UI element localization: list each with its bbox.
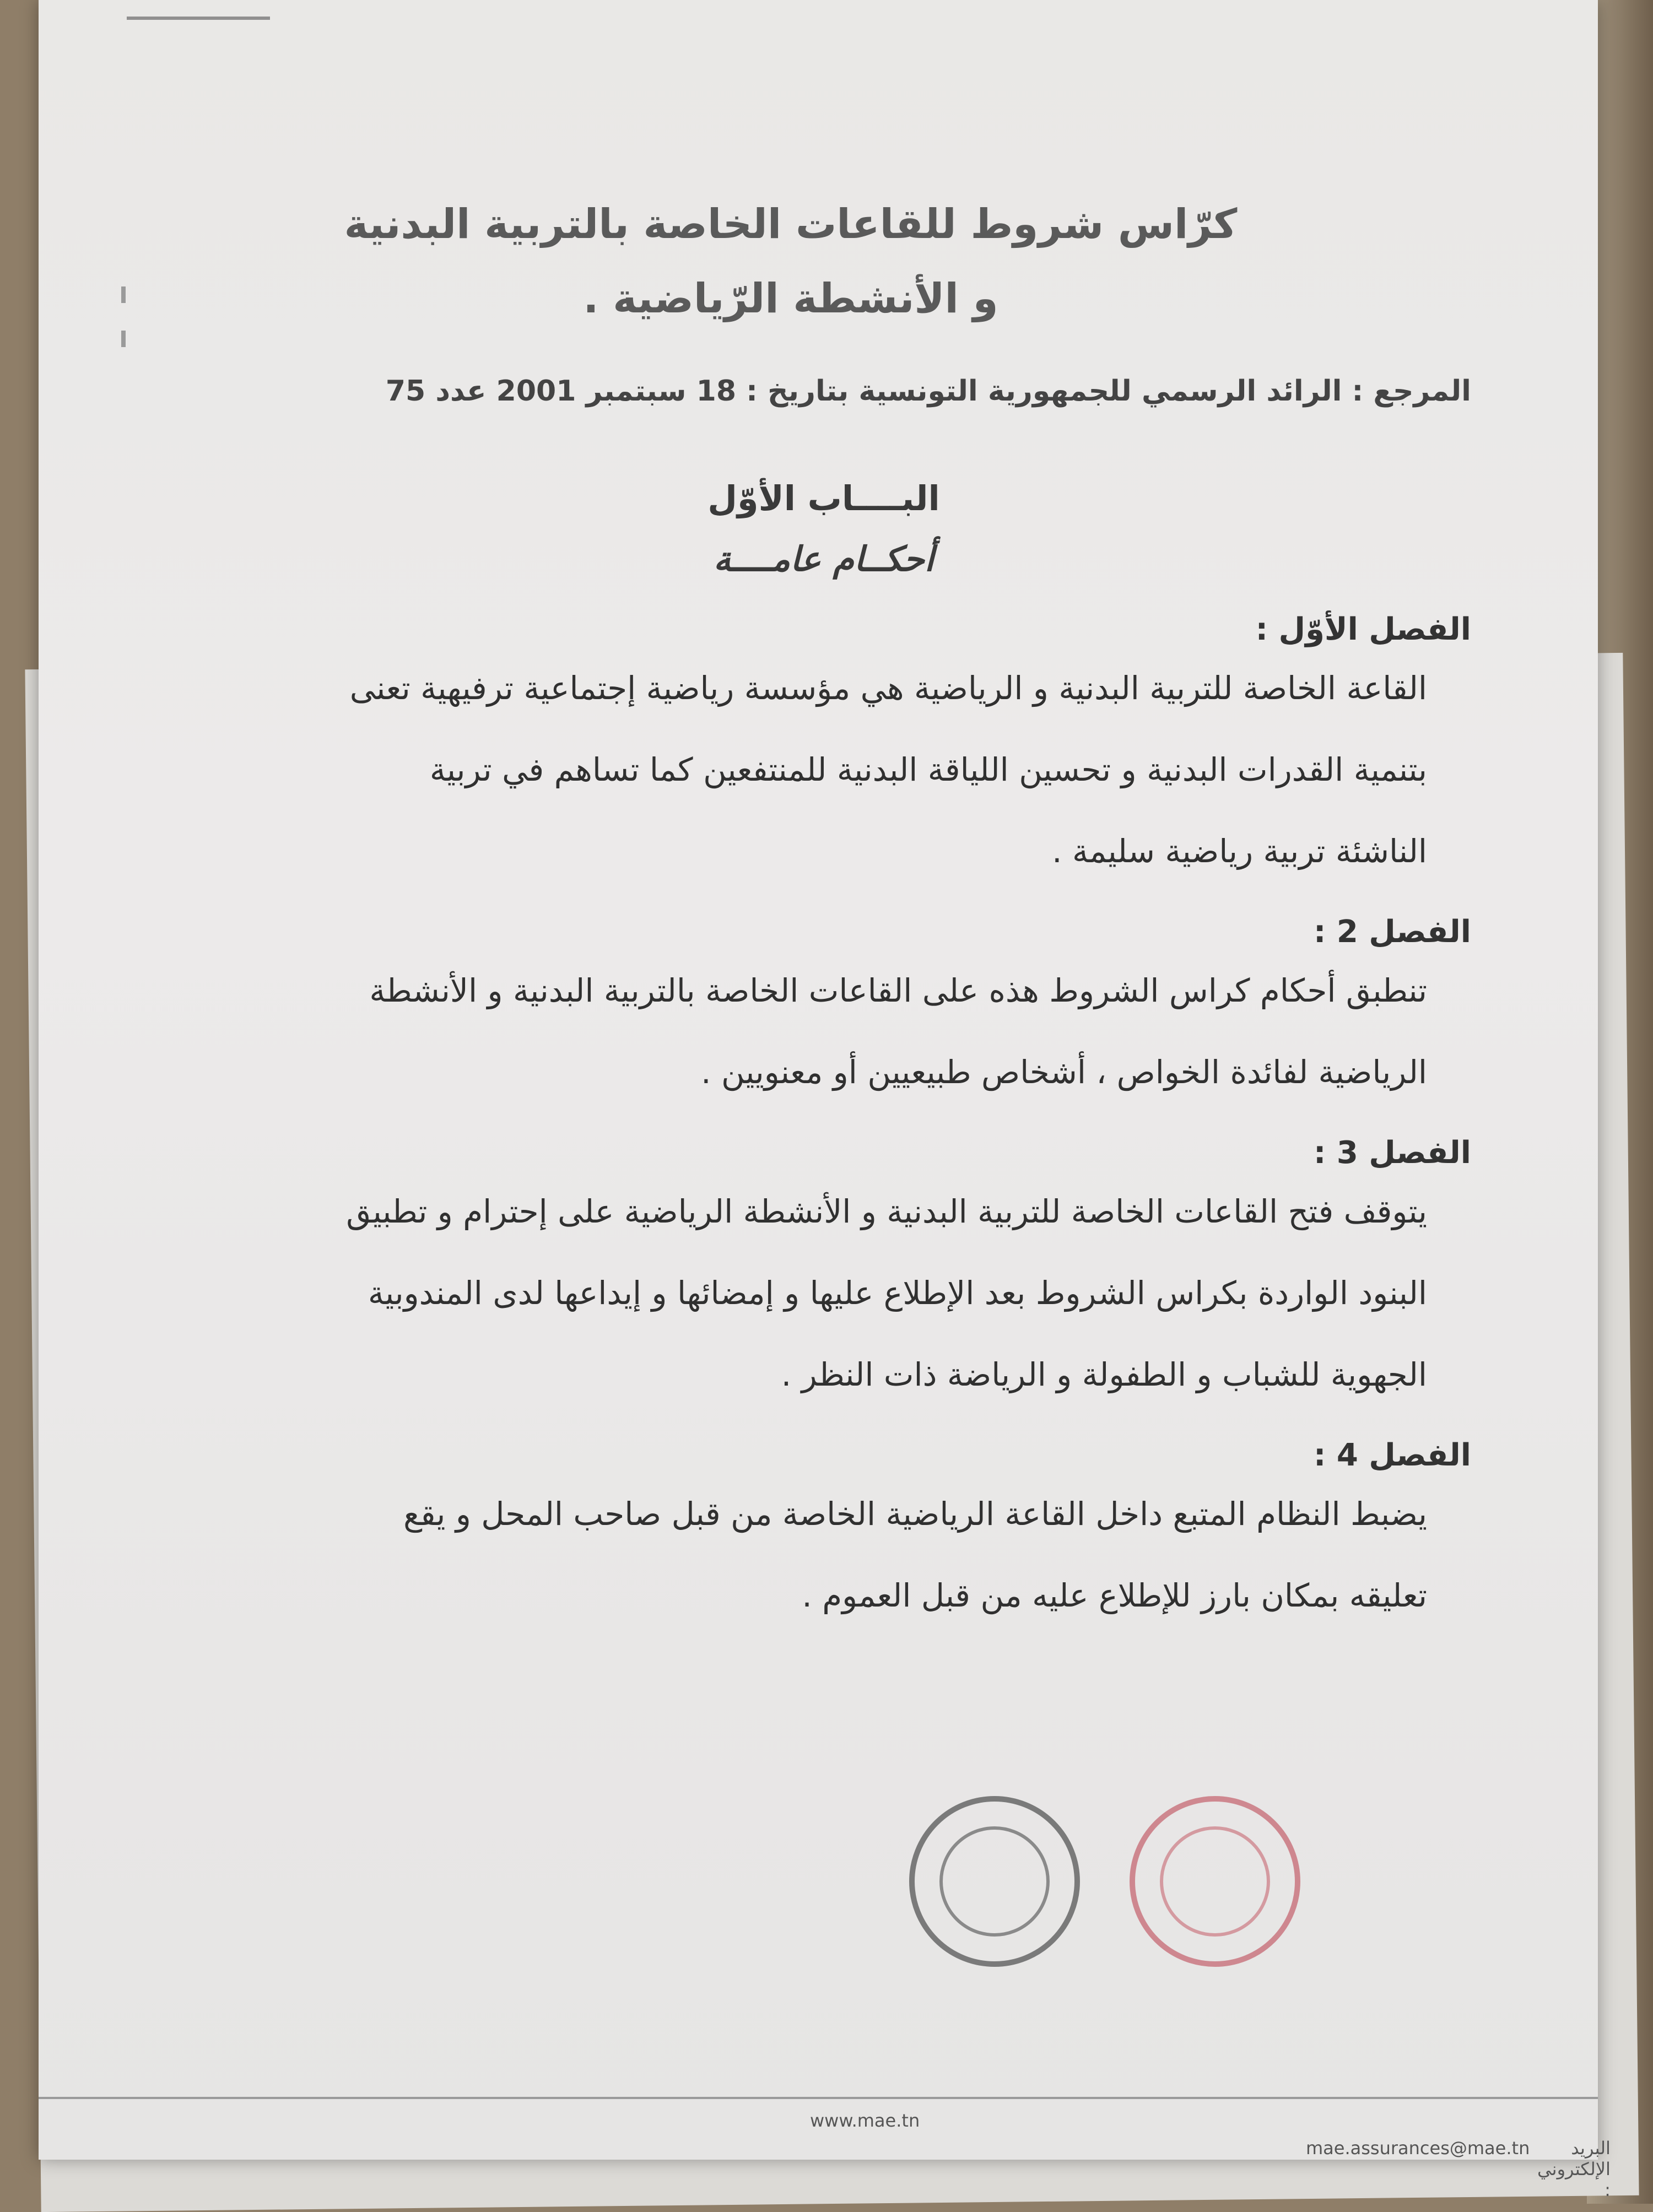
stamps-area xyxy=(909,1796,1295,1961)
text-line: تنطبق أحكام كراس الشروط هذه على القاعات الخاصة بالتربية البدنية و الأنشطة xyxy=(369,972,1427,1009)
section-heading xyxy=(176,468,1471,589)
text-line: البنود الواردة بكراس الشروط بعد الإطلاع عليها و إمضائها و إيداعها لدى المندوبية xyxy=(368,1274,1427,1312)
document-title xyxy=(176,187,1471,336)
chapter-text xyxy=(187,1473,1427,1636)
document-body xyxy=(176,187,1471,1636)
text-line: بتنمية القدرات البدنية و تحسين اللياقة البدنية للمنتفعين كما تساهم في تربية xyxy=(429,751,1427,788)
chapter-1 xyxy=(176,612,1471,892)
chapter-3 xyxy=(176,1135,1471,1415)
chapter-text xyxy=(187,950,1427,1113)
chapter-heading: الفصل 4 : xyxy=(1313,1437,1471,1473)
chapter-2 xyxy=(176,914,1471,1113)
text-line: الرياضية لفائدة الخواص ، أشخاص طبيعيين أو معنويين . xyxy=(701,1053,1427,1091)
chapter-heading: الفصل 3 : xyxy=(1313,1135,1471,1171)
footer-email: mae.assurances@mae.tn xyxy=(1306,2138,1530,2159)
punch-mark xyxy=(121,331,126,347)
red-stamp xyxy=(1130,1796,1300,1967)
text-line: الناشئة تربية رياضية سليمة . xyxy=(1052,832,1427,870)
document-page xyxy=(39,0,1611,2200)
text-line: الجهوية للشباب و الطفولة و الرياضة ذات النظر . xyxy=(781,1356,1427,1393)
chapter-heading: الفصل 2 : xyxy=(1313,914,1471,950)
chapter-4 xyxy=(176,1437,1471,1636)
footer-url: www.mae.tn xyxy=(810,2110,920,2131)
municipal-stamp xyxy=(909,1796,1080,1967)
title-line-1: كرّاس شروط للقاعات الخاصة بالتربية البدنية xyxy=(344,201,1238,248)
section-subtitle: أحكــام عامــــة xyxy=(714,539,934,579)
page-footer xyxy=(39,2097,1611,2200)
staple-mark xyxy=(127,17,270,20)
text-line: تعليقه بمكان بارز للإطلاع عليه من قبل العموم . xyxy=(802,1577,1427,1614)
chapter-heading: الفصل الأوّل : xyxy=(1255,612,1471,647)
punch-mark xyxy=(121,286,126,303)
reference-line: المرجع : الرائد الرسمي للجمهورية التونسية بتاريخ : 18 سبتمبر 2001 عدد 75 xyxy=(385,375,1471,408)
text-line: يتوقف فتح القاعات الخاصة للتربية البدنية و الأنشطة الرياضية على إحترام و تطبيق xyxy=(346,1193,1427,1230)
text-line: يضبط النظام المتبع داخل القاعة الرياضية الخاصة من قبل صاحب المحل و يقع xyxy=(403,1495,1427,1533)
footer-email-label: البريد الإلكتروني : xyxy=(1537,2138,1611,2200)
title-line-2: و الأنشطة الرّياضية . xyxy=(583,275,998,322)
text-line: القاعة الخاصة للتربية البدنية و الرياضية هي مؤسسة رياضية إجتماعية ترفيهية تعنى xyxy=(349,669,1427,707)
section-title: البــــاب الأوّل xyxy=(707,478,940,518)
chapter-text xyxy=(187,1171,1427,1415)
chapter-text xyxy=(187,647,1427,892)
